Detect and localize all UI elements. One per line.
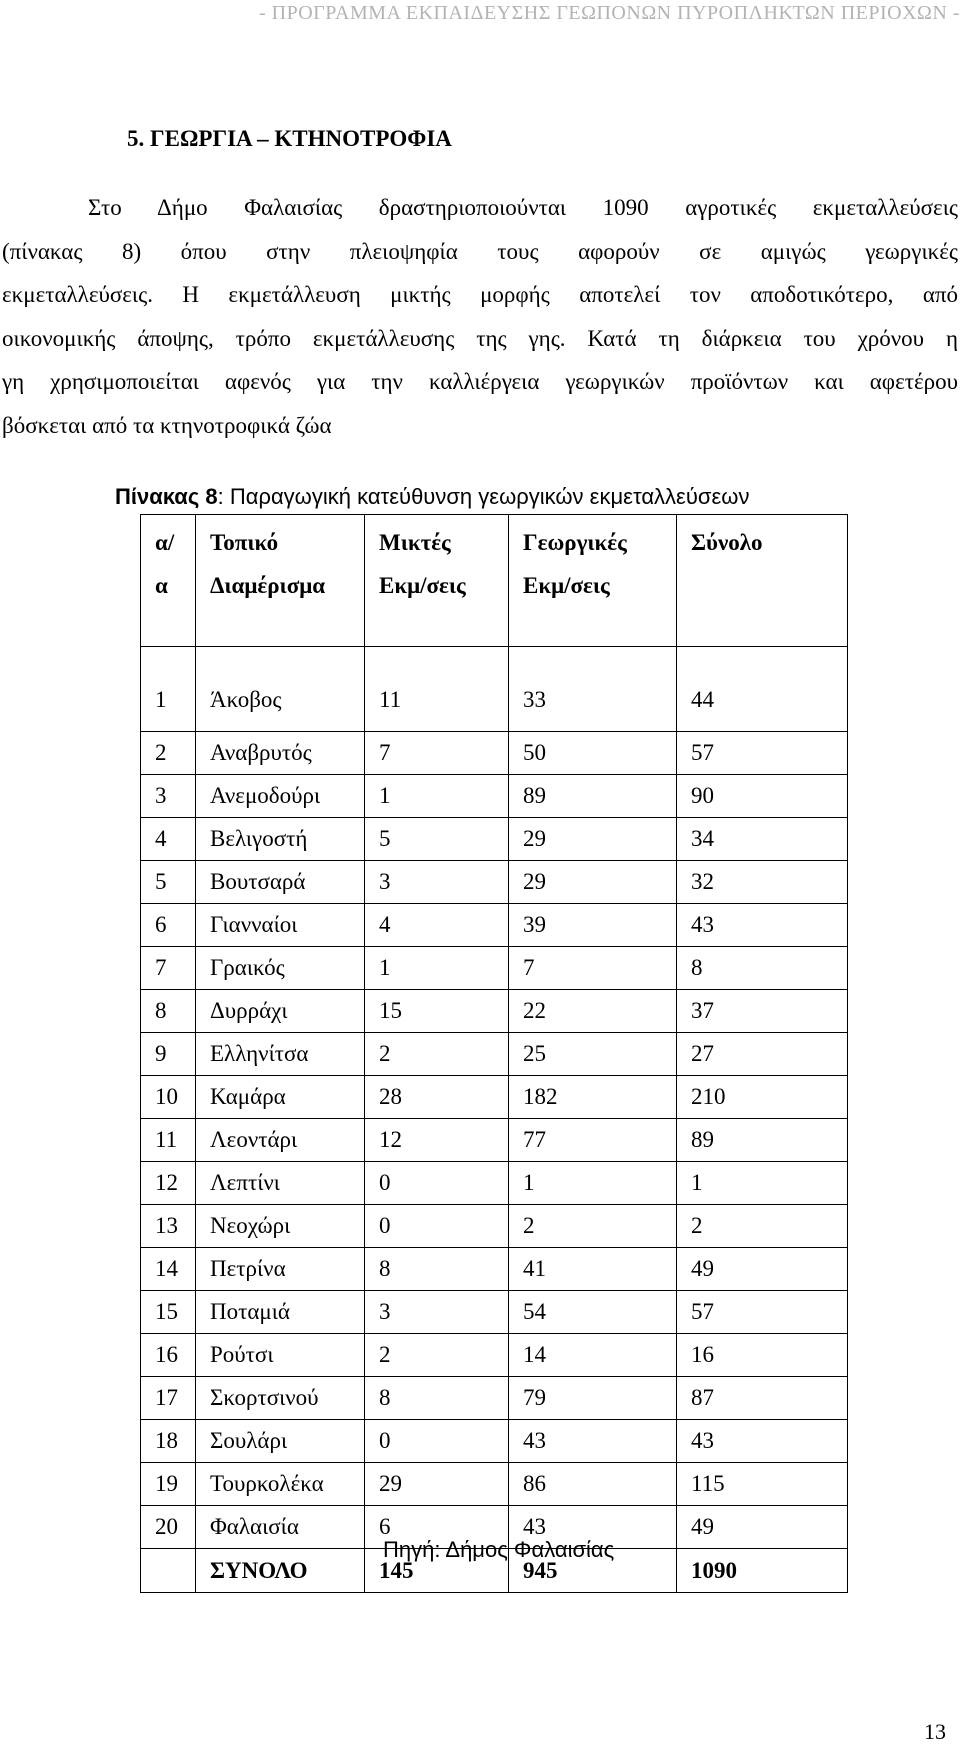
table-row <box>141 904 848 947</box>
cell-mixed: 3 <box>365 861 509 904</box>
cell-agricultural: 33 <box>509 647 677 732</box>
cell-mixed: 5 <box>365 818 509 861</box>
cell-local-district: Σκορτσινού <box>196 1377 365 1420</box>
cell-aa: 12 <box>141 1162 196 1205</box>
cell-mixed: 4 <box>365 904 509 947</box>
cell-agricultural: 54 <box>509 1291 677 1334</box>
header-mixed-farms: Μικτές Εκμ/σεις <box>365 515 509 647</box>
table-row <box>141 818 848 861</box>
header-total: Σύνολο <box>677 515 848 647</box>
table-row <box>141 1463 848 1506</box>
cell-total: 32 <box>677 861 848 904</box>
body-paragraph <box>2 186 958 447</box>
table-caption-text: : Παραγωγική κατεύθυνση γεωργικών εκμεταλλεύσεων <box>217 484 750 509</box>
cell-mixed: 7 <box>365 732 509 775</box>
cell-mixed: 0 <box>365 1162 509 1205</box>
cell-agricultural: 7 <box>509 947 677 990</box>
cell-agricultural: 14 <box>509 1334 677 1377</box>
farms-table <box>140 514 848 1593</box>
cell-aa: 15 <box>141 1291 196 1334</box>
cell-local-district: Βουτσαρά <box>196 861 365 904</box>
cell-local-district: Γιανναίοι <box>196 904 365 947</box>
cell-agricultural: 79 <box>509 1377 677 1420</box>
cell-agricultural: 29 <box>509 818 677 861</box>
cell-mixed: 6 <box>365 1506 509 1549</box>
table-row <box>141 1033 848 1076</box>
cell-mixed: 1 <box>365 775 509 818</box>
table-row <box>141 1119 848 1162</box>
table-row <box>141 1076 848 1119</box>
running-header: - ΠΡΟΓΡΑΜΜΑ ΕΚΠΑΙΔΕΥΣΗΣ ΓΕΩΠΟΝΩΝ ΠΥΡΟΠΛΗΚΤΩΝ ΠΕΡΙΟΧΩΝ - <box>259 2 960 24</box>
table-caption-label: Πίνακας 8 <box>115 484 218 509</box>
table-caption <box>115 484 749 510</box>
cell-local-district: Τουρκολέκα <box>196 1463 365 1506</box>
cell-mixed: 8 <box>365 1377 509 1420</box>
section-title: 5. ΓΕΩΡΓΙΑ – ΚΤΗΝΟΤΡΟΦΙΑ <box>127 126 452 151</box>
cell-agricultural: 43 <box>509 1420 677 1463</box>
cell-total: 43 <box>677 1420 848 1463</box>
cell-total: 8 <box>677 947 848 990</box>
cell-agricultural: 41 <box>509 1248 677 1291</box>
cell-agricultural: 89 <box>509 775 677 818</box>
paragraph-line: εκμεταλλεύσεις. Η εκμετάλλευση μικτής μορφής αποτελεί τον αποδοτικότερο, από <box>2 282 958 307</box>
cell-total: 27 <box>677 1033 848 1076</box>
cell-total: 16 <box>677 1334 848 1377</box>
cell-aa: 7 <box>141 947 196 990</box>
cell-local-district: Ρούτσι <box>196 1334 365 1377</box>
paragraph-line: βόσκεται από τα κτηνοτροφικά ζώα <box>2 412 332 438</box>
cell-local-district: Νεοχώρι <box>196 1205 365 1248</box>
cell-total: 90 <box>677 775 848 818</box>
cell-agricultural: 86 <box>509 1463 677 1506</box>
table-row <box>141 1205 848 1248</box>
table-header-row <box>141 515 848 647</box>
cell-total: 49 <box>677 1506 848 1549</box>
cell-total: 1 <box>677 1162 848 1205</box>
cell-aa: 11 <box>141 1119 196 1162</box>
cell-aa: 13 <box>141 1205 196 1248</box>
table-row <box>141 1377 848 1420</box>
cell-local-district: Πετρίνα <box>196 1248 365 1291</box>
cell-local-district: Ανεμοδούρι <box>196 775 365 818</box>
table-row <box>141 647 848 732</box>
cell-mixed: 0 <box>365 1420 509 1463</box>
cell-agricultural: 1 <box>509 1162 677 1205</box>
cell-aa: 10 <box>141 1076 196 1119</box>
cell-aa: 8 <box>141 990 196 1033</box>
header-agricultural-farms: Γεωργικές Εκμ/σεις <box>509 515 677 647</box>
table-row <box>141 1162 848 1205</box>
page-number: 13 <box>924 1719 946 1744</box>
cell-agricultural: 77 <box>509 1119 677 1162</box>
cell-aa: 1 <box>141 647 196 732</box>
cell-local-district: Δυρράχι <box>196 990 365 1033</box>
cell-total: 115 <box>677 1463 848 1506</box>
total-cell-agricultural: 945 <box>509 1549 677 1593</box>
cell-local-district: Καμάρα <box>196 1076 365 1119</box>
cell-mixed: 2 <box>365 1334 509 1377</box>
cell-mixed: 0 <box>365 1205 509 1248</box>
paragraph-line: οικονομικής άποψης, τρόπο εκμετάλλευσης της γης. Κατά τη διάρκεια του χρόνου η <box>2 325 958 351</box>
total-cell-mixed: 145 <box>365 1549 509 1593</box>
cell-local-district: Σουλάρι <box>196 1420 365 1463</box>
cell-mixed: 12 <box>365 1119 509 1162</box>
cell-agricultural: 25 <box>509 1033 677 1076</box>
cell-local-district: Ποταμιά <box>196 1291 365 1334</box>
cell-local-district: Βελιγοστή <box>196 818 365 861</box>
table-body <box>141 647 848 1593</box>
cell-mixed: 1 <box>365 947 509 990</box>
cell-total: 2 <box>677 1205 848 1248</box>
cell-aa: 9 <box>141 1033 196 1076</box>
cell-local-district: Φαλαισία <box>196 1506 365 1549</box>
cell-aa: 18 <box>141 1420 196 1463</box>
total-cell-local-district: ΣΥΝΟΛΟ <box>196 1549 365 1593</box>
header-aa: α/ α <box>141 515 196 647</box>
cell-aa: 16 <box>141 1334 196 1377</box>
cell-total: 57 <box>677 732 848 775</box>
paragraph-line: (πίνακας 8) όπου στην πλειοψηφία τους αφορούν σε αμιγώς γεωργικές <box>2 238 958 264</box>
table-row <box>141 990 848 1033</box>
table-row <box>141 861 848 904</box>
cell-local-district: Λεοντάρι <box>196 1119 365 1162</box>
cell-mixed: 3 <box>365 1291 509 1334</box>
cell-agricultural: 50 <box>509 732 677 775</box>
table-row <box>141 1420 848 1463</box>
table-row <box>141 775 848 818</box>
cell-local-district: Γραικός <box>196 947 365 990</box>
cell-aa: 2 <box>141 732 196 775</box>
cell-aa: 3 <box>141 775 196 818</box>
cell-total: 37 <box>677 990 848 1033</box>
cell-aa: 5 <box>141 861 196 904</box>
total-cell-total: 1090 <box>677 1549 848 1593</box>
table-row <box>141 732 848 775</box>
cell-total: 43 <box>677 904 848 947</box>
cell-local-district: Λεπτίνι <box>196 1162 365 1205</box>
cell-total: 89 <box>677 1119 848 1162</box>
table-row <box>141 1334 848 1377</box>
cell-agricultural: 39 <box>509 904 677 947</box>
cell-aa: 6 <box>141 904 196 947</box>
cell-aa: 4 <box>141 818 196 861</box>
total-cell-aa <box>141 1549 196 1593</box>
cell-agricultural: 182 <box>509 1076 677 1119</box>
cell-mixed: 15 <box>365 990 509 1033</box>
cell-total: 44 <box>677 647 848 732</box>
cell-agricultural: 43 <box>509 1506 677 1549</box>
table-row <box>141 1248 848 1291</box>
cell-mixed: 11 <box>365 647 509 732</box>
cell-aa: 17 <box>141 1377 196 1420</box>
cell-mixed: 29 <box>365 1463 509 1506</box>
cell-agricultural: 29 <box>509 861 677 904</box>
cell-local-district: Αναβρυτός <box>196 732 365 775</box>
cell-total: 210 <box>677 1076 848 1119</box>
cell-total: 87 <box>677 1377 848 1420</box>
cell-mixed: 28 <box>365 1076 509 1119</box>
cell-total: 49 <box>677 1248 848 1291</box>
table-row <box>141 1291 848 1334</box>
cell-local-district: Ελληνίτσα <box>196 1033 365 1076</box>
cell-local-district: Άκοβος <box>196 647 365 732</box>
cell-mixed: 2 <box>365 1033 509 1076</box>
cell-total: 34 <box>677 818 848 861</box>
cell-aa: 20 <box>141 1506 196 1549</box>
cell-aa: 19 <box>141 1463 196 1506</box>
cell-agricultural: 2 <box>509 1205 677 1248</box>
paragraph-line: γη χρησιμοποιείται αφενός για την καλλιέργεια γεωργικών προϊόντων και αφετέρου <box>2 369 958 394</box>
cell-aa: 14 <box>141 1248 196 1291</box>
table-row <box>141 947 848 990</box>
header-local-district: Τοπικό Διαμέρισμα <box>196 515 365 647</box>
paragraph-line: Στο Δήμο Φαλαισίας δραστηριοποιούνται 1090 αγροτικές εκμεταλλεύσεις <box>88 195 958 220</box>
table-source: Πηγή: Δήμος Φαλαισίας <box>383 1537 615 1562</box>
cell-agricultural: 22 <box>509 990 677 1033</box>
cell-mixed: 8 <box>365 1248 509 1291</box>
cell-total: 57 <box>677 1291 848 1334</box>
